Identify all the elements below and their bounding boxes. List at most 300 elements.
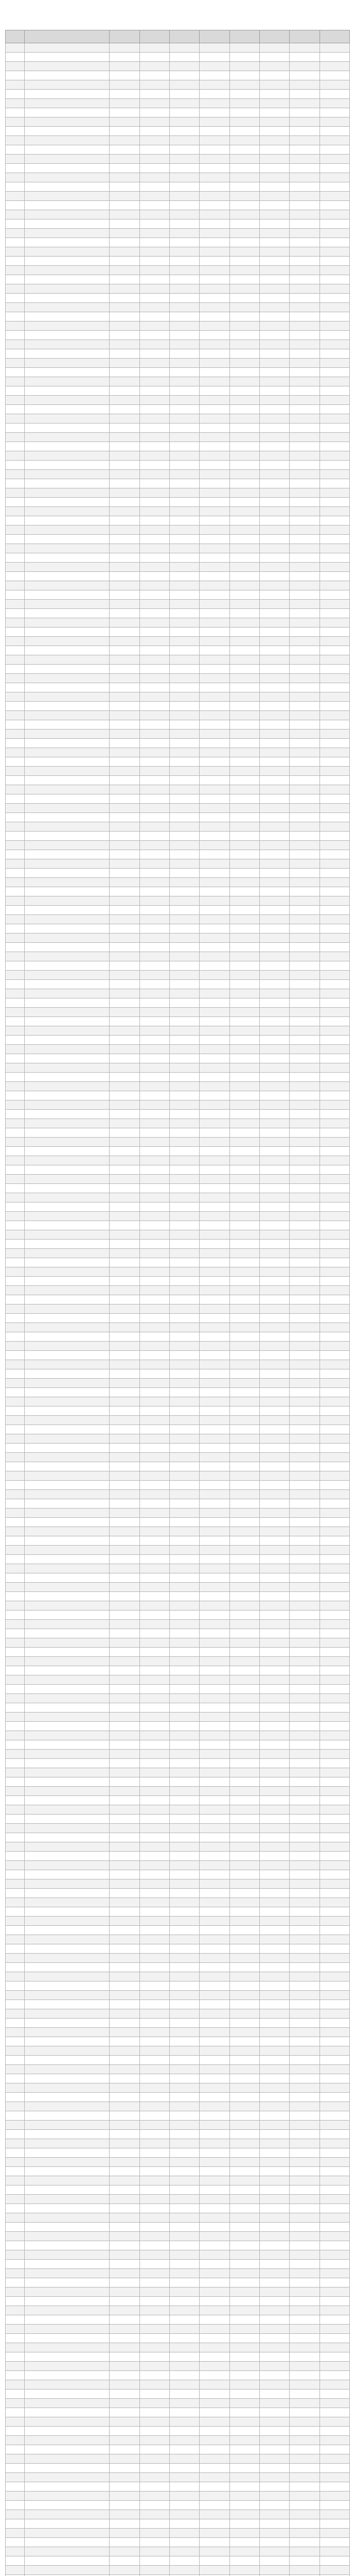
table-cell (319, 794, 349, 804)
table-cell (6, 2046, 25, 2056)
table-cell (290, 182, 319, 192)
table-cell (290, 117, 319, 127)
row-name-cell (25, 1889, 110, 1898)
table-cell (139, 2529, 169, 2538)
table-cell (319, 730, 349, 739)
table-cell (170, 1861, 200, 1870)
table-cell (319, 1740, 349, 1750)
table-row (6, 1601, 350, 1611)
table-cell (200, 2566, 229, 2575)
table-cell (260, 1434, 290, 1444)
table-cell (290, 822, 319, 832)
table-cell (229, 1026, 259, 1036)
row-name-cell (25, 2139, 110, 2148)
table-cell (260, 887, 290, 896)
column-header-7 (260, 30, 290, 43)
table-cell (139, 1824, 169, 1833)
row-name-cell (25, 80, 110, 90)
table-cell (319, 609, 349, 618)
table-cell (319, 572, 349, 581)
table-cell (110, 2121, 139, 2130)
table-cell (200, 2436, 229, 2445)
table-cell (319, 832, 349, 841)
table-cell (110, 2566, 139, 2575)
table-cell (170, 99, 200, 108)
table-cell (200, 1564, 229, 1573)
row-name-cell (25, 2547, 110, 2556)
table-cell (6, 1694, 25, 1703)
table-cell (200, 1972, 229, 1981)
row-name-cell (25, 553, 110, 563)
table-cell (200, 600, 229, 609)
table-cell (260, 1481, 290, 1490)
table-cell (229, 2093, 259, 2102)
table-row (6, 2399, 350, 2408)
table-cell (319, 201, 349, 210)
table-cell (139, 1629, 169, 1638)
table-cell (139, 1592, 169, 1601)
table-cell (139, 674, 169, 683)
row-name-cell (25, 971, 110, 980)
table-cell (6, 321, 25, 331)
table-cell (200, 247, 229, 257)
table-cell (139, 1212, 169, 1221)
row-name-cell (25, 869, 110, 878)
table-cell (200, 470, 229, 479)
table-cell (229, 1388, 259, 1397)
table-cell (229, 692, 259, 702)
table-cell (290, 1926, 319, 1935)
table-cell (290, 1425, 319, 1434)
table-cell (260, 2566, 290, 2575)
table-cell (319, 2028, 349, 2037)
table-cell (139, 655, 169, 665)
table-cell (260, 674, 290, 683)
table-cell (139, 266, 169, 275)
table-cell (6, 1156, 25, 1165)
row-name-cell (25, 433, 110, 442)
table-cell (170, 1054, 200, 1063)
table-cell (260, 294, 290, 303)
table-cell (229, 2037, 259, 2046)
table-cell (290, 192, 319, 201)
table-cell (290, 377, 319, 386)
table-cell (110, 2250, 139, 2260)
table-cell (260, 1295, 290, 1304)
table-cell (229, 2362, 259, 2371)
table-cell (200, 1944, 229, 1954)
table-cell (110, 2176, 139, 2185)
table-cell (110, 1963, 139, 1972)
table-cell (260, 2325, 290, 2334)
table-cell (260, 2195, 290, 2204)
table-cell (170, 850, 200, 859)
table-cell (139, 219, 169, 229)
table-cell (6, 1369, 25, 1379)
table-cell (290, 1768, 319, 1777)
table-row (6, 257, 350, 266)
table-cell (290, 1898, 319, 1907)
table-cell (290, 2232, 319, 2241)
table-cell (110, 757, 139, 767)
table-cell (290, 2176, 319, 2185)
table-cell (290, 1777, 319, 1787)
table-cell (290, 145, 319, 155)
table-cell (139, 321, 169, 331)
table-cell (110, 1091, 139, 1100)
table-cell (260, 1926, 290, 1935)
table-cell (110, 2111, 139, 2121)
table-cell (110, 53, 139, 62)
table-cell (6, 1230, 25, 1240)
table-cell (290, 53, 319, 62)
table-cell (6, 702, 25, 711)
table-cell (170, 1434, 200, 1444)
table-cell (319, 683, 349, 692)
table-row (6, 2315, 350, 2325)
table-cell (319, 1583, 349, 1592)
table-cell (170, 303, 200, 312)
table-row (6, 2232, 350, 2241)
table-cell (6, 1100, 25, 1110)
table-cell (170, 498, 200, 507)
table-cell (290, 1648, 319, 1657)
column-header-8 (290, 30, 319, 43)
row-name-cell (25, 145, 110, 155)
table-cell (6, 906, 25, 915)
table-cell (170, 1509, 200, 1518)
table-cell (319, 1323, 349, 1332)
row-name-cell (25, 1731, 110, 1740)
table-row (6, 2241, 350, 2250)
table-cell (6, 1768, 25, 1777)
table-cell (290, 1082, 319, 1091)
row-name-cell (25, 2464, 110, 2473)
table-cell (200, 1138, 229, 1147)
table-row (6, 414, 350, 423)
table-cell (260, 1342, 290, 1351)
table-row (6, 1397, 350, 1406)
table-cell (260, 1666, 290, 1675)
table-cell (319, 1564, 349, 1573)
table-cell (200, 479, 229, 488)
table-cell (319, 2325, 349, 2334)
table-cell (260, 2148, 290, 2158)
row-name-cell (25, 785, 110, 794)
table-cell (139, 2148, 169, 2158)
table-cell (170, 822, 200, 832)
table-cell (200, 2547, 229, 2556)
table-row (6, 1740, 350, 1750)
table-row (6, 405, 350, 414)
table-cell (319, 1258, 349, 1267)
table-row (6, 2325, 350, 2334)
table-cell (6, 2334, 25, 2343)
table-cell (170, 757, 200, 767)
table-cell (139, 507, 169, 516)
table-cell (6, 1648, 25, 1657)
table-cell (319, 674, 349, 683)
table-cell (170, 377, 200, 386)
table-cell (200, 1777, 229, 1787)
table-cell (319, 1963, 349, 1972)
table-cell (110, 1601, 139, 1611)
table-cell (200, 1926, 229, 1935)
table-cell (260, 368, 290, 377)
row-name-cell (25, 1564, 110, 1573)
row-name-cell (25, 2566, 110, 2575)
table-cell (260, 1796, 290, 1805)
table-cell (229, 507, 259, 516)
table-cell (139, 1546, 169, 1555)
table-cell (139, 1750, 169, 1759)
table-cell (200, 62, 229, 71)
table-cell (6, 1555, 25, 1564)
table-cell (319, 442, 349, 451)
table-cell (319, 1360, 349, 1369)
table-cell (290, 1731, 319, 1740)
table-cell (290, 628, 319, 637)
table-cell (290, 804, 319, 813)
table-cell (200, 665, 229, 674)
table-cell (6, 182, 25, 192)
table-cell (319, 2362, 349, 2371)
table-cell (319, 637, 349, 646)
table-cell (200, 2297, 229, 2306)
table-cell (6, 1805, 25, 1815)
table-cell (200, 2380, 229, 2389)
table-cell (290, 507, 319, 516)
table-row (6, 2121, 350, 2130)
table-cell (110, 1861, 139, 1870)
table-cell (200, 832, 229, 841)
table-cell (110, 498, 139, 507)
table-cell (6, 971, 25, 980)
table-cell (260, 2445, 290, 2454)
table-cell (229, 878, 259, 887)
table-row (6, 1221, 350, 1230)
table-cell (200, 2427, 229, 2436)
row-name-cell (25, 1833, 110, 1842)
table-cell (110, 377, 139, 386)
table-cell (260, 1258, 290, 1267)
table-cell (6, 2250, 25, 2260)
table-cell (200, 1323, 229, 1332)
table-cell (319, 2167, 349, 2176)
table-cell (290, 1026, 319, 1036)
table-cell (139, 1555, 169, 1564)
table-cell (260, 2315, 290, 2325)
table-cell (260, 1833, 290, 1842)
table-cell (6, 396, 25, 405)
row-name-cell (25, 229, 110, 238)
table-cell (110, 247, 139, 257)
table-row (6, 2380, 350, 2389)
table-cell (110, 2482, 139, 2492)
table-cell (139, 2176, 169, 2185)
table-row (6, 2482, 350, 2492)
table-cell (229, 2454, 259, 2464)
table-cell (229, 377, 259, 386)
table-cell (139, 785, 169, 794)
table-cell (229, 1425, 259, 1434)
table-cell (290, 553, 319, 563)
table-cell (290, 924, 319, 934)
table-cell (110, 1573, 139, 1583)
table-cell (170, 2037, 200, 2046)
row-name-cell (25, 312, 110, 321)
table-cell (260, 767, 290, 776)
table-cell (229, 2547, 259, 2556)
table-cell (6, 2436, 25, 2445)
row-name-cell (25, 674, 110, 683)
table-cell (139, 2074, 169, 2083)
table-cell (319, 1175, 349, 1184)
table-cell (6, 841, 25, 850)
table-cell (290, 1675, 319, 1685)
table-cell (110, 934, 139, 943)
table-row (6, 294, 350, 303)
table-cell (260, 1184, 290, 1193)
table-cell (170, 321, 200, 331)
table-cell (6, 2362, 25, 2371)
table-cell (110, 2538, 139, 2547)
table-cell (110, 1073, 139, 1082)
table-cell (260, 2287, 290, 2297)
table-cell (200, 414, 229, 423)
table-row (6, 1842, 350, 1852)
table-cell (139, 2009, 169, 2019)
table-cell (290, 739, 319, 748)
table-cell (139, 1657, 169, 1666)
table-cell (6, 720, 25, 730)
table-cell (319, 2352, 349, 2362)
table-cell (139, 1573, 169, 1583)
table-cell (290, 776, 319, 785)
table-cell (110, 321, 139, 331)
table-cell (170, 1165, 200, 1175)
table-cell (110, 2352, 139, 2362)
table-row (6, 2037, 350, 2046)
table-cell (319, 1082, 349, 1091)
table-cell (110, 451, 139, 461)
table-cell (229, 2371, 259, 2380)
table-row (6, 1444, 350, 1453)
table-cell (110, 1193, 139, 1202)
table-cell (139, 2102, 169, 2111)
table-cell (170, 1490, 200, 1499)
table-cell (229, 1175, 259, 1184)
table-cell (170, 674, 200, 683)
table-cell (200, 1592, 229, 1601)
table-cell (110, 2556, 139, 2566)
table-cell (139, 1138, 169, 1147)
table-cell (319, 1675, 349, 1685)
table-cell (139, 1509, 169, 1518)
table-cell (6, 1063, 25, 1073)
table-cell (110, 2139, 139, 2148)
table-cell (170, 869, 200, 878)
table-cell (229, 2399, 259, 2408)
row-name-cell (25, 1416, 110, 1425)
table-cell (290, 386, 319, 396)
table-cell (260, 535, 290, 544)
table-cell (229, 1091, 259, 1100)
table-row (6, 563, 350, 572)
table-cell (110, 1740, 139, 1750)
table-cell (110, 748, 139, 757)
table-cell (200, 2278, 229, 2287)
table-cell (260, 2352, 290, 2362)
table-cell (319, 2510, 349, 2519)
table-row (6, 108, 350, 117)
table-cell (200, 340, 229, 349)
row-name-cell (25, 1138, 110, 1147)
table-cell (6, 1295, 25, 1304)
table-cell (110, 173, 139, 182)
table-cell (139, 2492, 169, 2501)
table-cell (260, 498, 290, 507)
table-cell (200, 1267, 229, 1277)
row-name-cell (25, 2019, 110, 2028)
table-cell (200, 507, 229, 516)
table-cell (139, 210, 169, 219)
table-cell (290, 442, 319, 451)
table-cell (229, 2158, 259, 2167)
row-name-cell (25, 989, 110, 998)
table-cell (170, 1342, 200, 1351)
table-cell (290, 2315, 319, 2325)
table-cell (200, 312, 229, 321)
row-name-cell (25, 1768, 110, 1777)
table-cell (200, 1304, 229, 1314)
table-row (6, 2501, 350, 2510)
table-cell (110, 535, 139, 544)
row-name-cell (25, 1926, 110, 1935)
table-cell (290, 127, 319, 136)
table-row (6, 924, 350, 934)
table-cell (229, 1054, 259, 1063)
table-cell (110, 108, 139, 117)
table-cell (110, 1759, 139, 1768)
table-cell (229, 1212, 259, 1221)
table-cell (170, 2445, 200, 2454)
table-cell (260, 2389, 290, 2399)
table-cell (200, 952, 229, 961)
table-cell (6, 2139, 25, 2148)
table-cell (229, 1230, 259, 1240)
table-cell (319, 1731, 349, 1740)
table-cell (139, 229, 169, 238)
table-cell (139, 2343, 169, 2352)
table-cell (290, 2297, 319, 2306)
row-name-cell (25, 2269, 110, 2278)
table-cell (260, 878, 290, 887)
table-cell (139, 609, 169, 618)
table-cell (139, 720, 169, 730)
row-name-cell (25, 284, 110, 294)
table-row (6, 1750, 350, 1759)
row-name-cell (25, 859, 110, 869)
table-cell (260, 275, 290, 284)
table-cell (260, 1870, 290, 1879)
table-cell (170, 423, 200, 433)
table-cell (110, 2148, 139, 2158)
table-cell (170, 1471, 200, 1481)
table-cell (110, 1425, 139, 1434)
table-cell (260, 90, 290, 99)
table-cell (200, 1240, 229, 1249)
